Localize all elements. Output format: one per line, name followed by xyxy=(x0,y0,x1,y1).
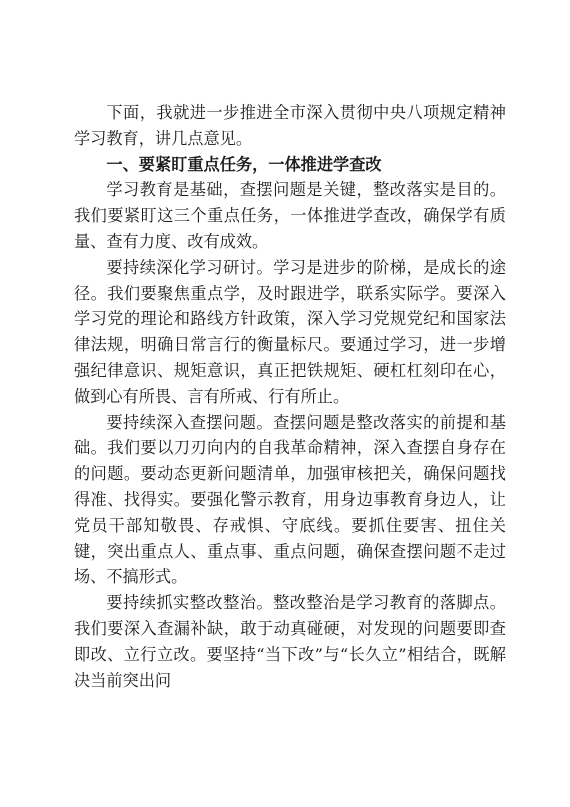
body-paragraph: 要持续深化学习研讨。学习是进步的阶梯，是成长的途径。我们要聚焦重点学，及时跟进学，联系实际学。要深入学习党的理论和路线方针政策，深入学习党规党纪和国家法律法规，明确日常言行的衡量标尺。要通过学习，进一步增强纪律意识、规矩意识，真正把铁规矩、硬杠杠刻印在心，做到心有所畏、言有所戒、行有所止。 xyxy=(74,257,506,406)
intro-paragraph: 下面，我就进一步推进全市深入贯彻中央八项规定精神学习教育，讲几点意见。 xyxy=(74,103,506,148)
body-paragraph: 要持续抓实整改整治。整改整治是学习教育的落脚点。我们要深入查漏补缺，敢于动真碰硬，对发现的问题要即查即改、立行立改。要坚持“当下改”与“长久立”相结合，既解决当前突出问 xyxy=(74,593,506,690)
body-paragraph: 要持续深入查摆问题。查摆问题是整改落实的前提和基础。我们要以刀刃向内的自我革命精神，深入查摆自身存在的问题。要动态更新问题清单，加强审核把关，确保问题找得准、找得实。要强化警示教育，用身边事教育身边人，让党员干部知敬畏、存戒惧、守底线。要抓住要害、扭住关键，突出重点人、重点事、重点问题，确保查摆问题不走过场、不搞形式。 xyxy=(74,412,506,587)
document-body xyxy=(74,100,506,693)
body-paragraph: 学习教育是基础，查摆问题是关键，整改落实是目的。我们要紧盯这三个重点任务，一体推进学查改，确保学有质量、查有力度、改有成效。 xyxy=(74,180,506,251)
section-heading: 一、要紧盯重点任务，一体推进学查改 xyxy=(106,154,382,174)
